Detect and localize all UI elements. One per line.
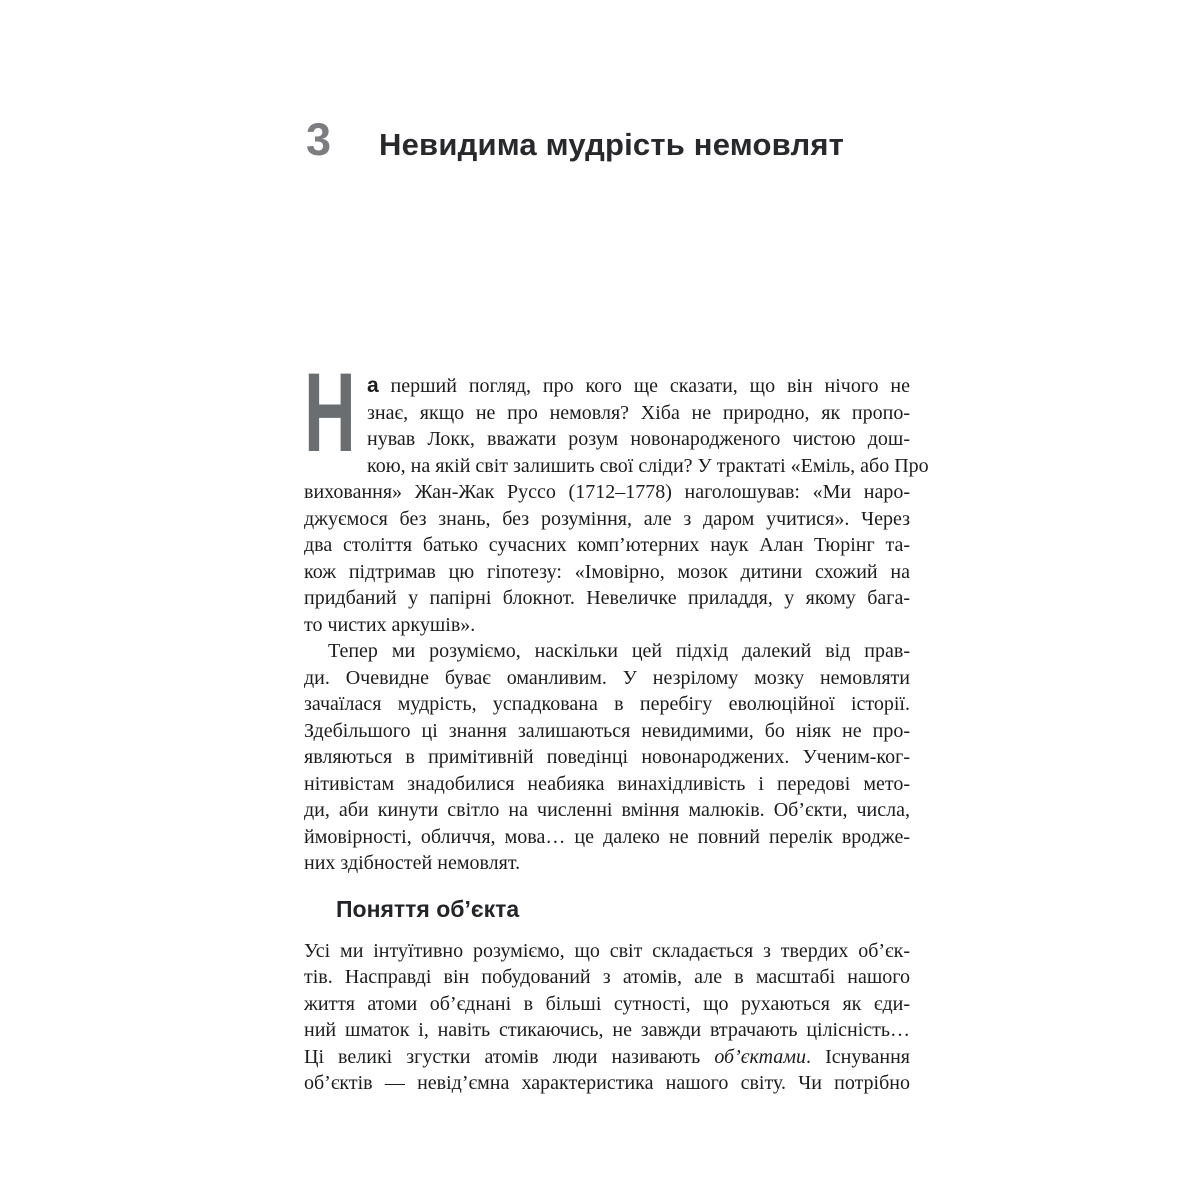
text-line: кою, на якій світ залишить свої сліди? У трактаті «Еміль, або Про [367, 454, 929, 477]
section-heading: Поняття об’єкта [336, 895, 520, 922]
drop-cap-letter: Н [304, 350, 356, 475]
italic-term: об’єктами [714, 1045, 807, 1068]
text-line: виховання» Жан-Жак Руссо (1712–1778) наголошував: «Ми наро- [304, 481, 910, 503]
text-line: являються в примітивній поведінці новонароджених. Ученим-ког- [304, 746, 910, 768]
text-line: два століття батько сучасних комп’ютерних наук Алан Тюрінг та- [304, 534, 910, 556]
text-line: Усі ми інтуїтивно розуміємо, що світ складається з твердих об’єк- [304, 939, 910, 962]
chapter-number: 3 [306, 114, 332, 165]
drop-cap [304, 350, 356, 475]
text-line [304, 373, 910, 400]
text-line: них здібностей немовлят. [304, 852, 521, 874]
text-line [304, 1044, 910, 1071]
text-line: придбаний у папірні блокнот. Невеличке приладдя, у якому бага- [304, 587, 910, 609]
text-line: тів. Насправді він побудований з атомів, але в масштабі нашого [304, 966, 910, 988]
chapter-title: Невидима мудрість немовлят [379, 127, 845, 162]
text-line: ди. Очевидне буває оманливим. У незрілому мозку немовляти [304, 666, 910, 689]
paragraph-3 [304, 938, 910, 1097]
text-line: нітивістам знадобилися неабияка винахідливість і передові мето- [304, 772, 910, 795]
chapter-header [306, 114, 845, 165]
text-line: ний шматок і, навіть стикаючись, не завжди втрачають цілісність… [304, 1019, 910, 1041]
body-text [304, 350, 929, 1097]
text-line: Здебільшого ці знання залишаються невидимими, бо ніяк не про- [304, 719, 910, 742]
text-line: об’єктів — невід’ємна характеристика нашого світу. Чи потрібно [304, 1072, 910, 1094]
text-line: кож підтримав цю гіпотезу: «Імовірно, мозок дитини схожий на [304, 560, 910, 583]
text-line: життя атоми об’єднані в більші сутності, що рухаються як єди- [304, 992, 910, 1015]
paragraph-1 [304, 350, 929, 638]
text-line: Тепер ми розуміємо, наскільки цей підхід далекий від прав- [328, 640, 910, 662]
text-line-content: Ці великі згустки атомів люди називають [304, 1045, 715, 1068]
lead-letter: а [367, 374, 379, 397]
text-line: джуємося без знань, без розуміння, але з даром учитися». Через [304, 507, 910, 530]
text-line: ди, аби кинути світло на численні вміння малюків. Об’єкти, числа, [304, 799, 910, 821]
text-line: зачаїлася мудрість, успадкована в перебігу еволюційної історії. [304, 693, 910, 715]
text-line: нував Локк, вважати розум новонародженого чистою дош- [367, 428, 910, 450]
text-line-content: перший погляд, про кого ще сказати, що він нічого не [378, 375, 910, 397]
paragraph-2 [304, 638, 910, 877]
text-line: то чистих аркушів». [304, 613, 476, 636]
text-line: ймовірності, обличчя, мова… це далеко не повний перелік вродже- [304, 825, 910, 848]
text-line: знає, якщо не про немовля? Хіба не природно, як пропо- [367, 401, 910, 424]
text-line-content: . Існування [806, 1045, 910, 1068]
